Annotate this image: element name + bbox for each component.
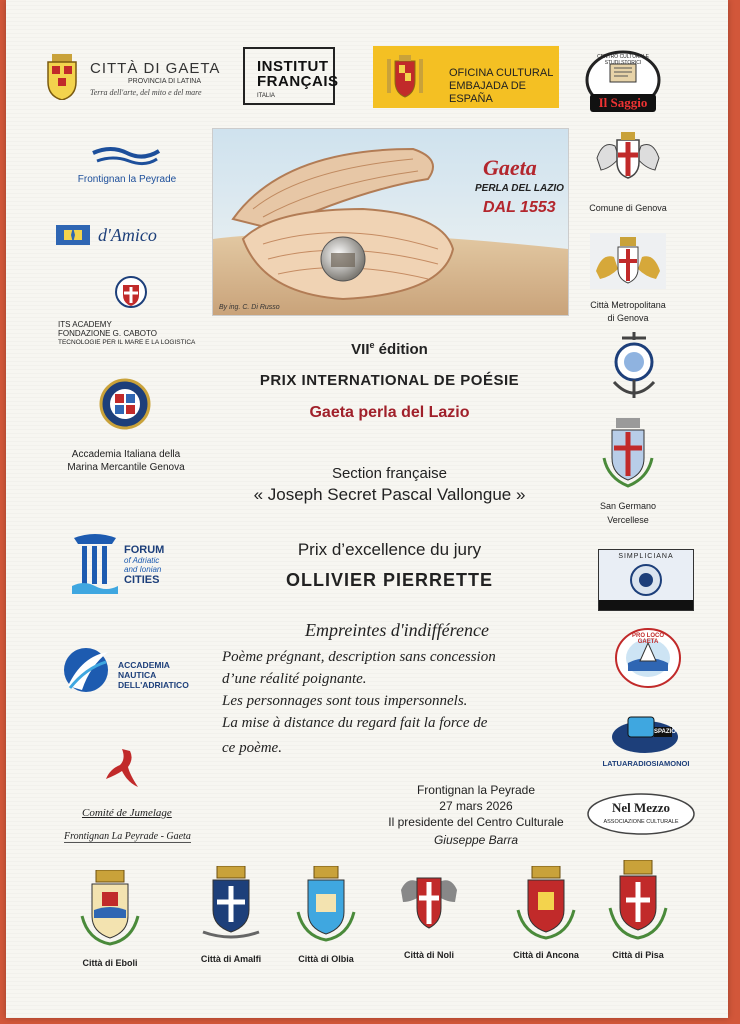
nautica-sail-icon	[60, 646, 112, 694]
radio-spazio-label: SPAZIO	[654, 729, 676, 735]
edition-sup: e	[369, 340, 375, 350]
institut-line2: FRANÇAIS	[257, 73, 339, 90]
ancona-crest-icon	[514, 866, 578, 940]
forum-line3: and Ionian	[124, 565, 162, 574]
forum-adriatic-logo	[72, 532, 202, 600]
germano-line1: San Germano	[599, 501, 657, 511]
column-icon	[72, 532, 118, 594]
san-germano-logo	[578, 418, 678, 528]
genova-label: Comune di Genova	[589, 203, 667, 213]
pro-loco-gaeta-logo	[614, 627, 682, 689]
damico-flag-icon	[56, 223, 90, 247]
institut-line1: INSTITUT	[257, 58, 329, 75]
accademia-line2: Marina Mercantile Genova	[67, 462, 185, 473]
its-academy-shield-icon	[111, 276, 151, 310]
metropolitana-crest-icon	[590, 233, 666, 289]
poem-line: ce poème.	[222, 740, 282, 756]
spain-line2: EMBAJADA DE ESPAÑA	[449, 80, 527, 105]
nautica-line3: DELL'ADRIATICO	[118, 680, 189, 690]
city-label: Città di Pisa	[612, 950, 664, 960]
accademia-nautica-logo	[60, 646, 200, 698]
olbia-crest-icon	[296, 866, 356, 942]
edition-number: VII	[351, 341, 370, 358]
anchor-seal-icon	[604, 330, 664, 406]
spain-cultural-office-logo	[373, 46, 559, 108]
city-label: Città di Eboli	[82, 958, 138, 968]
poem-line: Poème prégnant, description sans concession	[222, 649, 496, 665]
winner-name: OLLIVIER PIERRETTE	[285, 570, 494, 590]
signature-block	[376, 782, 576, 848]
city-label: Città di Amalfi	[200, 954, 262, 964]
city-label: Città di Olbia	[298, 954, 354, 964]
citta-metropolitana-genova-logo	[578, 233, 678, 328]
san-germano-crest-icon	[602, 418, 654, 488]
spain-line1: OFICINA CULTURAL	[449, 67, 554, 79]
city-label: Città di Noli	[404, 950, 454, 960]
lega-navale-logo	[604, 330, 664, 406]
its-line2: FONDAZIONE G. CABOTO	[58, 329, 157, 338]
metro-line2: di Genova	[607, 313, 649, 323]
wave-icon	[91, 145, 161, 167]
edition-heading	[212, 340, 567, 358]
simpliciana-logo	[598, 549, 694, 611]
city-amalfi	[186, 866, 276, 966]
jumelage-line1: Comité de Jumelage	[82, 807, 172, 819]
signature-role: Il presidente del Centro Culturale	[388, 815, 564, 829]
poem-line: La mise à distance du regard fait la force de	[222, 715, 488, 731]
nel-mezzo-logo	[586, 792, 696, 836]
certificate-paper	[6, 0, 728, 1018]
pro-loco-label: PRO LOCO GAETA	[631, 633, 664, 645]
accademia-line1: Accademia Italiana della	[71, 449, 181, 460]
award-label: Prix d’excellence du jury	[297, 540, 482, 559]
institut-line3: ITALIA	[257, 93, 275, 99]
city-eboli	[70, 870, 150, 970]
prix-heading: PRIX INTERNATIONAL DE POÉSIE	[259, 372, 520, 389]
signature-place: Frontignan la Peyrade	[416, 783, 536, 797]
nautica-line2: NAUTICA	[118, 670, 157, 680]
banner-subtitle: PERLA DEL LAZIO	[475, 183, 564, 194]
gaeta-title: CITTÀ DI GAETA	[90, 60, 221, 77]
simpliciana-bar	[599, 600, 693, 610]
jumelage-line2: Frontignan La Peyrade - Gaeta	[64, 831, 191, 842]
comune-genova-logo	[578, 128, 678, 218]
section-label: Section française	[331, 465, 448, 482]
city-olbia	[286, 866, 366, 966]
il-saggio-logo	[584, 50, 662, 116]
damico-logo	[56, 223, 196, 249]
accademia-marina-logo	[46, 378, 206, 478]
forum-line4: CITIES	[124, 574, 160, 586]
gaeta-logo	[46, 54, 226, 104]
germano-line2: Vercellese	[607, 515, 649, 525]
its-line3: TECNOLOGIE PER IL MARE E LA LOGISTICA	[58, 339, 196, 346]
frontignan-logo	[56, 145, 196, 185]
amalfi-crest-icon	[199, 866, 263, 942]
genova-crest-icon	[593, 128, 663, 186]
nautica-line1: ACCADEMIA	[118, 660, 170, 670]
nel-mezzo-title: Nel Mezzo	[611, 800, 671, 815]
section-name: « Joseph Secret Pascal Vallongue »	[253, 485, 526, 504]
city-pisa	[598, 860, 678, 960]
gaeta-motto: Terra dell'arte, del mito e del mare	[90, 88, 202, 97]
saggio-name: Il Saggio	[598, 95, 648, 110]
radio-label: LATUARADIOSIAMONOI	[602, 759, 690, 768]
eboli-crest-icon	[80, 870, 140, 946]
spain-coat-of-arms-icon	[385, 55, 425, 99]
comite-jumelage-logo	[62, 745, 202, 855]
nel-mezzo-subtitle: ASSOCIAZIONE CULTURALE	[603, 819, 679, 825]
its-line1: ITS ACADEMY	[58, 320, 112, 329]
saggio-top-text: CENTRO CULTURALE STUDI STORICI	[597, 54, 649, 66]
institut-francais-logo	[243, 47, 339, 105]
accademia-marina-seal-icon	[99, 378, 151, 430]
signature-name: Giuseppe Barra	[433, 833, 519, 847]
gaeta-pearl-banner	[212, 128, 569, 316]
damico-label: d'Amico	[98, 225, 157, 245]
city-ancona	[501, 866, 591, 962]
gaeta-crest-icon	[46, 54, 78, 100]
city-noli	[389, 870, 469, 966]
forum-line1: FORUM	[124, 544, 165, 556]
metro-line1: Città Metropolitana	[590, 300, 666, 310]
gaeta-perla-heading: Gaeta perla del Lazio	[309, 404, 470, 421]
signature-date: 27 mars 2026	[439, 799, 513, 813]
poem-title: Empreintes d'indifférence	[305, 620, 489, 640]
simpliciana-label: SIMPLICIANA	[618, 553, 674, 560]
pisa-crest-icon	[606, 860, 670, 940]
la-tua-radio-logo	[600, 713, 692, 771]
banner-title: Gaeta	[483, 155, 537, 180]
banner-year: DAL 1553	[483, 199, 556, 216]
frontignan-label: Frontignan la Peyrade	[77, 174, 177, 185]
gaeta-province: PROVINCIA DI LATINA	[128, 78, 201, 85]
noli-crest-icon	[397, 870, 461, 934]
banner-credit: By ing. C. Di Russo	[219, 304, 280, 311]
forum-line2: of Adriatic	[124, 556, 160, 565]
poem-line: Les personnages sont tous impersonnels.	[222, 693, 468, 709]
poem-line: d’une réalité poignante.	[222, 671, 367, 687]
city-label: Città di Ancona	[513, 950, 579, 960]
poem-text	[222, 646, 592, 759]
its-academy-logo	[56, 276, 206, 348]
dancer-icon	[102, 745, 142, 797]
simpliciana-seal-icon	[629, 563, 663, 597]
edition-word: édition	[374, 341, 428, 358]
